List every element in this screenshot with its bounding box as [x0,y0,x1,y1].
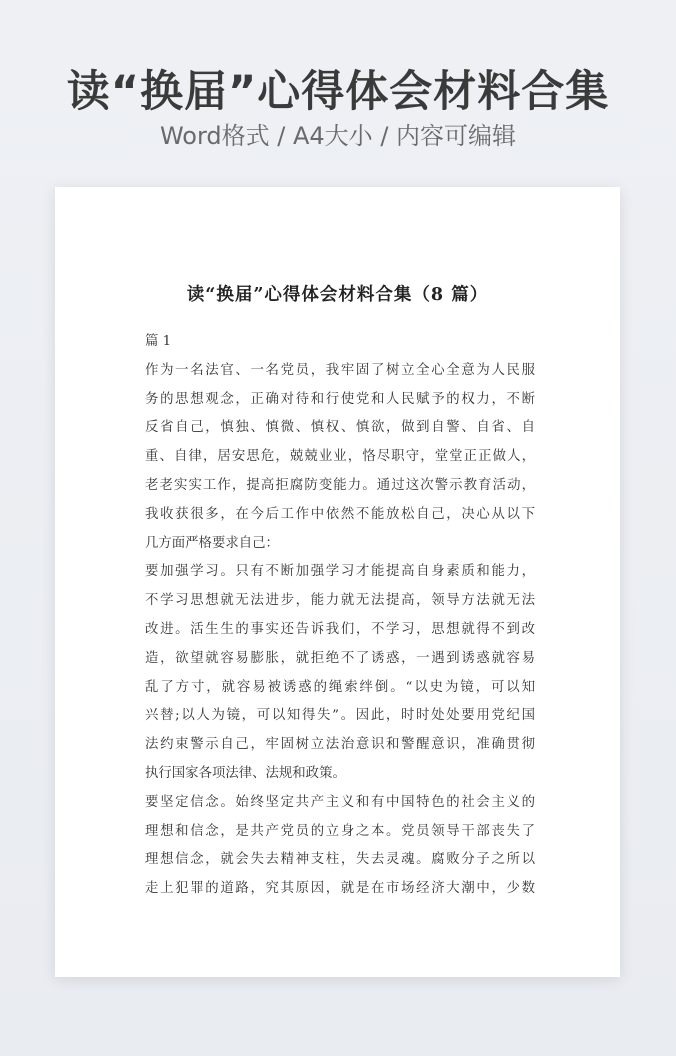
document-line: 几方面严格要求自己： [145,535,279,551]
document-title: 读“换届”心得体会材料合集（8 篇） [186,285,489,305]
document-line: 作为一名法官、一名党员，我牢固了树立全心全意为人民服 [145,362,535,378]
document-line: 篇 1 [145,334,172,349]
document-line: 兴替;以人为镜，可以知得失”。因此，时时处处要用党纪国 [145,708,535,724]
document-line: 反省自己，慎独、慎微、慎权、慎欲，做到自警、自省、自 [145,420,535,436]
document-line: 执行国家各项法律、法规和政策。 [145,765,346,781]
document-page [55,187,620,977]
document-body [145,328,535,904]
document-line: 乱了方寸，就容易被诱惑的绳索绊倒。“以史为镜，可以知 [145,679,535,695]
document-line: 重、自律，居安思危，兢兢业业，恪尽职守，堂堂正正做人， [145,449,535,465]
document-line: 务的思想观念，正确对待和行使党和人民赋予的权力，不断 [145,391,535,407]
document-line: 理想和信念，是共产党员的立身之本。党员领导干部丧失了 [145,823,535,839]
document-line: 我收获很多，在今后工作中依然不能放松自己，决心从以下 [145,506,535,522]
document-line: 要加强学习。只有不断加强学习才能提高自身素质和能力， [145,564,535,580]
document-line: 法约束警示自己，牢固树立法治意识和警醒意识，准确贯彻 [145,737,535,753]
document-line: 造，欲望就容易膨胀，就拒绝不了诱惑，一遇到诱惑就容易 [145,650,535,666]
document-line: 改进。活生生的事实还告诉我们，不学习，思想就得不到改 [145,621,535,637]
document-line: 要坚定信念。始终坚定共产主义和有中国特色的社会主义的 [145,794,535,810]
document-line: 走上犯罪的道路，究其原因，就是在市场经济大潮中，少数 [145,881,535,897]
banner-subtitle: Word格式 / A4大小 / 内容可编辑 [159,122,517,150]
document-line: 不学习思想就无法进步，能力就无法提高，领导方法就无法 [145,593,535,609]
document-line: 老老实实工作，提高拒腐防变能力。通过这次警示教育活动， [145,477,535,493]
banner-title: 读“换届”心得体会材料合集 [66,67,610,117]
document-line: 理想信念，就会失去精神支柱，失去灵魂。腐败分子之所以 [145,852,535,868]
